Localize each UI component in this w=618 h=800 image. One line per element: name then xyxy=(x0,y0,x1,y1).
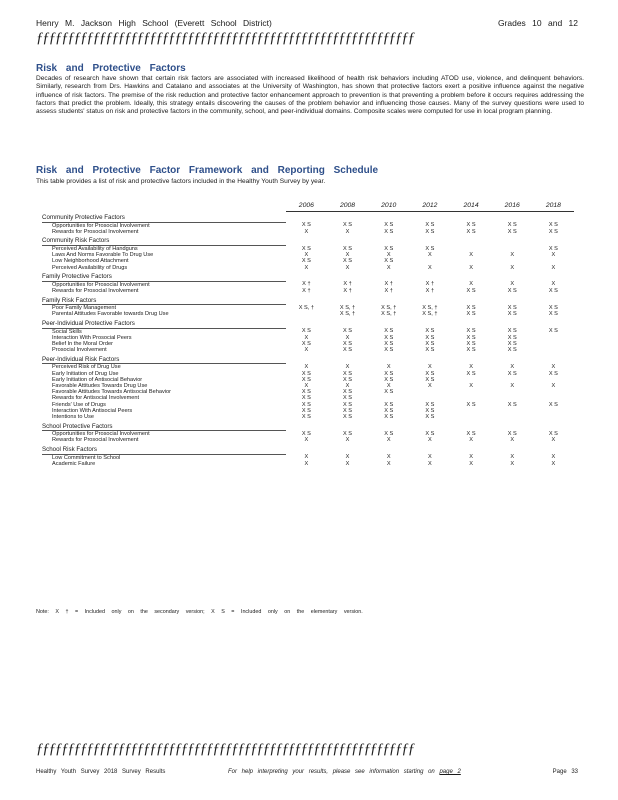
year-cell: X xyxy=(510,252,515,259)
year-cell: X S xyxy=(507,370,517,377)
group-spacer-cell xyxy=(450,420,491,431)
factor-label: Parental Attitudes Favorable towards Drug Use xyxy=(52,311,169,318)
year-cell: X xyxy=(304,437,309,444)
year-cell: X S xyxy=(425,430,435,437)
year-cell: X S xyxy=(425,347,435,354)
group-spacer-cell xyxy=(409,271,450,282)
year-cell: X S xyxy=(507,222,517,229)
header-school: Henry M. Jackson High School (Everett School District) xyxy=(36,18,272,28)
group-spacer-cell xyxy=(492,353,533,364)
group-spacer-cell xyxy=(533,294,574,305)
year-cell: X S xyxy=(343,413,353,420)
year-cell: X xyxy=(386,252,391,259)
group-spacer-cell xyxy=(327,271,368,282)
year-cell: X S xyxy=(425,413,435,420)
year-cell: X xyxy=(304,382,309,389)
year-cell: X S xyxy=(425,222,435,229)
year-cell: X S xyxy=(548,228,558,235)
year-cell: X S xyxy=(507,311,517,318)
year-cell: X S xyxy=(384,376,394,383)
year-cell: X S xyxy=(507,430,517,437)
year-cell: X S, † xyxy=(381,304,397,311)
year-cell: X S xyxy=(466,222,476,229)
year-cell: X † xyxy=(302,281,311,288)
year-cell: X S xyxy=(301,222,311,229)
table-row xyxy=(42,305,574,312)
year-cell: X S xyxy=(466,328,476,335)
year-cell: X S xyxy=(343,328,353,335)
group-spacer-cell xyxy=(327,235,368,246)
factor-label: Interaction With Antisocial Peers xyxy=(52,407,133,414)
group-spacer-cell xyxy=(327,353,368,364)
year-cell: X S xyxy=(548,328,558,335)
table-row xyxy=(42,454,574,461)
year-cell: X † xyxy=(384,287,393,294)
group-spacer-cell xyxy=(533,353,574,364)
year-cell: X xyxy=(551,382,556,389)
year-cell: X S xyxy=(425,334,435,341)
group-spacer-cell xyxy=(409,420,450,431)
year-cell: X xyxy=(428,382,432,389)
year-cell: X xyxy=(345,228,350,235)
footer-page-number: Page 33 xyxy=(552,769,578,775)
year-cell: X xyxy=(510,364,515,371)
group-spacer-cell xyxy=(409,294,450,305)
factor-label: Perceived Availability of Drugs xyxy=(52,264,128,271)
year-cell: X S xyxy=(343,430,353,437)
group-spacer-cell xyxy=(533,444,574,455)
year-cell: X S xyxy=(507,401,517,408)
year-cell: X xyxy=(510,281,515,288)
year-cell: X S xyxy=(301,395,311,402)
year-cell: X S xyxy=(466,334,476,341)
year-cell: X xyxy=(551,364,556,371)
year-cell: X xyxy=(345,382,350,389)
year-cell: X xyxy=(510,264,515,271)
table-row xyxy=(42,222,574,229)
year-cell: X S xyxy=(548,430,558,437)
factor-group-title: Family Protective Factors xyxy=(42,271,286,282)
group-spacer-cell xyxy=(450,294,491,305)
year-cell: X S, † xyxy=(381,311,397,318)
group-spacer-cell xyxy=(286,444,327,455)
factor-group-title: Peer-Individual Risk Factors xyxy=(42,353,286,364)
year-cell xyxy=(450,245,491,252)
group-spacer-cell xyxy=(368,318,409,329)
year-cell: X S xyxy=(466,311,476,318)
footer-help-text xyxy=(228,769,461,775)
factor-group-row xyxy=(42,271,574,282)
year-cell: X S xyxy=(384,413,394,420)
group-spacer-cell xyxy=(492,294,533,305)
year-cell: X xyxy=(345,364,350,371)
year-cell: X S xyxy=(384,347,394,354)
year-cell: X S xyxy=(343,401,353,408)
group-spacer-cell xyxy=(286,318,327,329)
group-spacer-cell xyxy=(286,420,327,431)
factor-label: Early Initiation of Antisocial Behavior xyxy=(52,376,143,383)
year-cell: X xyxy=(469,454,473,461)
group-spacer-cell xyxy=(450,318,491,329)
group-spacer-cell xyxy=(368,235,409,246)
factor-group-title: School Protective Factors xyxy=(42,420,286,431)
year-header: 2006 xyxy=(286,202,327,212)
year-cell: X xyxy=(345,454,350,461)
year-cell: X xyxy=(551,281,556,288)
year-cell: X S xyxy=(425,245,435,252)
year-cell: X S xyxy=(425,228,435,235)
group-spacer-cell xyxy=(409,318,450,329)
year-cell: X S xyxy=(548,401,558,408)
section-body-risk-protective: Decades of research have shown that certain risk factors are associated with increased likelihood of health risk behaviors including ATOD use, violence, and delinquent behaviors. Similarly, research from Drs. Hawkins and Catalano and associates at the University of Washington, has shown that protective factors exert a positive influence against the negative influence of risk factors. The premise of the risk reduction and protective factor enhancement approach to prevention is that preventing a problem before it occurs requires addressing the factors that predict the problem. Ideally, this strategy entails discovering the causes of the problem behavior and influencing those causes. Many of the survey questions were used to assess students' status on risk and protective factors in the community, school, and peer-individual domains. Composite scales were computed for use in local program planning. xyxy=(36,75,584,116)
decorative-border-bottom: ƒƒƒƒƒƒƒƒƒƒƒƒƒƒƒƒƒƒƒƒƒƒƒƒƒƒƒƒƒƒƒƒƒƒƒƒƒƒƒƒƒƒƒƒƒƒƒƒƒƒƒƒƒƒƒƒƒƒƒƒ xyxy=(36,741,415,757)
year-cell: X xyxy=(428,252,432,259)
group-spacer-cell xyxy=(368,353,409,364)
factor-group-row xyxy=(42,235,574,246)
year-header: 2010 xyxy=(368,202,409,212)
year-cell: X S xyxy=(301,413,311,420)
group-spacer-cell xyxy=(492,212,533,223)
year-header: 2018 xyxy=(533,202,574,212)
year-cell: X S xyxy=(466,340,476,347)
year-cell: X S xyxy=(466,401,476,408)
factor-label: Low Commitment to School xyxy=(52,454,121,461)
year-cell: X xyxy=(428,454,432,461)
table-row xyxy=(42,281,574,288)
year-cell: X S xyxy=(343,395,353,402)
year-cell: X xyxy=(551,460,556,467)
factor-label: Low Neighborhood Attachment xyxy=(52,258,129,265)
group-spacer-cell xyxy=(533,235,574,246)
factor-label: Intentions to Use xyxy=(52,413,94,420)
factor-group-row xyxy=(42,444,574,455)
factor-label: Prosocial Involvement xyxy=(52,347,107,354)
year-cell: X S xyxy=(343,340,353,347)
factor-label: Favorable Attitudes Towards Antisocial Behavior xyxy=(52,389,171,396)
year-cell: X S xyxy=(384,340,394,347)
year-cell: X S xyxy=(507,334,517,341)
group-spacer-cell xyxy=(450,271,491,282)
year-cell: X S xyxy=(384,334,394,341)
year-cell: X S xyxy=(384,407,394,414)
group-spacer-cell xyxy=(533,271,574,282)
year-cell: X xyxy=(304,364,309,371)
year-cell: X † xyxy=(384,281,393,288)
year-cell: X S, † xyxy=(298,304,314,311)
section-title-risk-protective: Risk and Protective Factors xyxy=(36,63,186,74)
group-spacer-cell xyxy=(327,294,368,305)
year-cell: X xyxy=(345,460,350,467)
year-cell: X xyxy=(469,437,473,444)
group-spacer-cell xyxy=(492,420,533,431)
year-cell: X S xyxy=(384,401,394,408)
year-cell: X S xyxy=(507,347,517,354)
year-cell: X xyxy=(304,334,309,341)
group-spacer-cell xyxy=(492,235,533,246)
year-cell: X S xyxy=(301,328,311,335)
year-cell: X S xyxy=(466,304,476,311)
factor-group-row xyxy=(42,294,574,305)
factor-label: Poor Family Management xyxy=(52,305,117,312)
year-cell: X S xyxy=(384,430,394,437)
year-cell: X xyxy=(428,437,432,444)
year-cell: X xyxy=(304,264,309,271)
footer-help-label: For help interpreting your results, please see information starting on xyxy=(228,769,435,775)
year-cell: X S xyxy=(301,376,311,383)
factor-group-title: Community Protective Factors xyxy=(42,212,286,223)
year-cell: X S xyxy=(548,287,558,294)
factor-label: Opportunities for Prosocial Involvement xyxy=(52,222,150,229)
group-spacer-cell xyxy=(533,212,574,223)
group-spacer-cell xyxy=(450,235,491,246)
group-spacer-cell xyxy=(286,294,327,305)
year-cell: X S xyxy=(425,340,435,347)
factor-group-row xyxy=(42,353,574,364)
year-cell: X xyxy=(551,264,556,271)
group-spacer-cell xyxy=(533,420,574,431)
year-cell: X S xyxy=(507,287,517,294)
year-cell: X xyxy=(345,264,350,271)
year-cell: X S xyxy=(301,370,311,377)
year-cell: X S xyxy=(343,376,353,383)
year-cell: X S xyxy=(301,258,311,265)
table-row xyxy=(42,431,574,438)
year-cell xyxy=(492,245,533,252)
factor-group-title: School Risk Factors xyxy=(42,444,286,455)
factor-label: Perceived Availability of Handguns xyxy=(52,245,138,252)
year-cell: X S xyxy=(384,370,394,377)
factor-label: Friends' Use of Drugs xyxy=(52,401,106,408)
group-spacer-cell xyxy=(327,212,368,223)
group-spacer-cell xyxy=(286,353,327,364)
group-spacer-cell xyxy=(450,212,491,223)
year-cell: X S xyxy=(343,370,353,377)
factor-label: Opportunities for Prosocial Involvement xyxy=(52,431,150,438)
year-cell: X xyxy=(386,364,391,371)
year-cell: X xyxy=(304,460,309,467)
year-cell: X S xyxy=(301,340,311,347)
year-cell: X S xyxy=(425,407,435,414)
year-cell: X xyxy=(510,460,515,467)
year-cell: X S xyxy=(425,401,435,408)
group-spacer-cell xyxy=(368,212,409,223)
year-cell: X S xyxy=(301,245,311,252)
section-title-framework: Risk and Protective Factor Framework and Reporting Schedule xyxy=(36,165,379,176)
year-header: 2008 xyxy=(327,202,368,212)
group-spacer-cell xyxy=(368,294,409,305)
year-cell: X S xyxy=(507,328,517,335)
year-cell: X xyxy=(304,454,309,461)
group-spacer-cell xyxy=(368,420,409,431)
year-cell: X S, † xyxy=(339,311,356,318)
factor-label: Rewards for Antisocial Involvement xyxy=(52,395,140,402)
group-spacer-cell xyxy=(409,353,450,364)
year-cell: X S xyxy=(466,287,476,294)
group-spacer-cell xyxy=(286,271,327,282)
factor-label: Perceived Risk of Drug Use xyxy=(52,364,121,371)
year-cell: X xyxy=(551,454,556,461)
factor-label: Laws And Norms Favorable To Drug Use xyxy=(52,252,154,259)
year-cell: X S xyxy=(548,311,558,318)
year-cell: X † xyxy=(343,287,352,294)
group-spacer-cell xyxy=(368,271,409,282)
year-cell: X S xyxy=(466,347,476,354)
group-spacer-cell xyxy=(533,318,574,329)
year-cell: X S xyxy=(425,376,435,383)
year-header: 2016 xyxy=(492,202,533,212)
year-cell: X S xyxy=(384,258,394,265)
year-cell: X S xyxy=(301,401,311,408)
year-cell: X S xyxy=(507,340,517,347)
year-cell: X xyxy=(469,281,473,288)
factor-label: Rewards for Prosocial Involvement xyxy=(52,228,139,235)
year-cell: X S, † xyxy=(422,304,438,311)
factor-label: Opportunities for Prosocial Involvement xyxy=(52,281,150,288)
year-cell: X S xyxy=(384,245,394,252)
year-cell: X xyxy=(469,382,473,389)
year-cell: X xyxy=(428,264,432,271)
year-cell: X xyxy=(386,264,391,271)
year-cell: X S xyxy=(343,389,353,396)
year-cell: X xyxy=(469,364,473,371)
year-cell: X xyxy=(469,460,473,467)
table-row xyxy=(42,328,574,335)
header-grades: Grades 10 and 12 xyxy=(497,18,578,28)
factor-label: Belief In the Moral Order xyxy=(52,340,113,347)
factor-group-row xyxy=(42,420,574,431)
year-cell: X S xyxy=(343,245,353,252)
year-cell: X S xyxy=(343,222,353,229)
group-spacer-cell xyxy=(286,235,327,246)
year-cell: X S xyxy=(466,430,476,437)
table-header-blank xyxy=(42,202,286,212)
year-cell: X S xyxy=(425,370,435,377)
year-cell: X S xyxy=(301,407,311,414)
year-cell: X S xyxy=(466,228,476,235)
factor-group-row xyxy=(42,212,574,223)
factor-framework-table xyxy=(42,202,574,467)
year-cell: X xyxy=(304,347,309,354)
year-cell: X xyxy=(386,437,391,444)
group-spacer-cell xyxy=(450,353,491,364)
year-cell: X S xyxy=(301,430,311,437)
group-spacer-cell xyxy=(492,271,533,282)
year-cell: X xyxy=(386,454,391,461)
group-spacer-cell xyxy=(492,444,533,455)
year-cell: X xyxy=(551,437,556,444)
year-header: 2014 xyxy=(450,202,491,212)
group-spacer-cell xyxy=(409,444,450,455)
year-cell: X xyxy=(428,364,432,371)
year-cell: X xyxy=(469,252,473,259)
factor-label: Social Skills xyxy=(52,328,82,335)
year-cell: X S xyxy=(384,389,394,396)
footer-survey-title: Healthy Youth Survey 2018 Survey Results xyxy=(36,769,166,775)
factor-group-title: Family Risk Factors xyxy=(42,294,286,305)
year-cell: X S xyxy=(548,304,558,311)
year-cell: X S, † xyxy=(422,311,438,318)
year-cell: X S xyxy=(343,407,353,414)
group-spacer-cell xyxy=(450,444,491,455)
group-spacer-cell xyxy=(492,318,533,329)
year-cell: X S, † xyxy=(339,304,356,311)
year-cell: X xyxy=(386,382,391,389)
year-cell: X xyxy=(469,264,473,271)
year-cell: X xyxy=(386,460,391,467)
year-cell: X S xyxy=(466,370,476,377)
group-spacer-cell xyxy=(368,444,409,455)
table-row xyxy=(42,461,574,467)
year-cell: X S xyxy=(548,245,558,252)
year-cell: X xyxy=(345,437,350,444)
year-cell: X S xyxy=(301,389,311,396)
year-cell: X S xyxy=(384,228,394,235)
year-cell: X S xyxy=(425,328,435,335)
year-cell: X S xyxy=(384,222,394,229)
factor-label: Rewards for Prosocial Involvement xyxy=(52,437,139,444)
year-cell: X S xyxy=(343,347,353,354)
factor-label: Academic Failure xyxy=(52,460,96,467)
group-spacer-cell xyxy=(327,444,368,455)
factor-label: Early Initiation of Drug Use xyxy=(52,370,119,377)
factor-label: Favorable Attitudes Towards Drug Use xyxy=(52,382,148,389)
table-row xyxy=(42,364,574,371)
year-cell: X † xyxy=(343,281,352,288)
year-cell: X xyxy=(510,382,515,389)
section-body-framework: This table provides a list of risk and protective factors included in the Healthy Youth Survey by year. xyxy=(36,178,326,185)
year-cell: X xyxy=(345,334,350,341)
group-spacer-cell xyxy=(409,212,450,223)
year-cell: X xyxy=(428,460,432,467)
year-cell: X xyxy=(510,454,515,461)
group-spacer-cell xyxy=(327,318,368,329)
factor-group-title: Peer-Individual Protective Factors xyxy=(42,318,286,329)
year-cell: X † xyxy=(302,287,311,294)
year-cell: X S xyxy=(507,304,517,311)
factor-label: Interaction With Prosocial Peers xyxy=(52,334,132,341)
year-cell: X xyxy=(304,228,309,235)
year-cell: X S xyxy=(548,222,558,229)
year-cell: X xyxy=(551,252,556,259)
group-spacer-cell xyxy=(286,212,327,223)
factor-group-title: Community Risk Factors xyxy=(42,235,286,246)
year-cell: X S xyxy=(548,370,558,377)
factor-group-row xyxy=(42,318,574,329)
year-cell: X xyxy=(345,252,350,259)
table-note: Note: X † = Included only on the secondary version; X S = Included only on the elementary version. xyxy=(36,609,363,615)
group-spacer-cell xyxy=(327,420,368,431)
decorative-border-top: ƒƒƒƒƒƒƒƒƒƒƒƒƒƒƒƒƒƒƒƒƒƒƒƒƒƒƒƒƒƒƒƒƒƒƒƒƒƒƒƒƒƒƒƒƒƒƒƒƒƒƒƒƒƒƒƒƒƒƒƒ xyxy=(36,30,415,46)
factor-label: Rewards for Prosocial Involvement xyxy=(52,287,139,294)
table-row xyxy=(42,245,574,252)
year-cell: X xyxy=(510,437,515,444)
footer-page-link[interactable]: page 2 xyxy=(439,769,461,775)
year-cell: X S xyxy=(384,328,394,335)
year-header: 2012 xyxy=(409,202,450,212)
table-header-row xyxy=(42,202,574,212)
year-cell: X xyxy=(304,252,309,259)
year-cell: X † xyxy=(425,281,435,288)
year-cell: X † xyxy=(425,287,435,294)
year-cell: X S xyxy=(343,258,353,265)
year-cell: X S xyxy=(507,228,517,235)
group-spacer-cell xyxy=(409,235,450,246)
